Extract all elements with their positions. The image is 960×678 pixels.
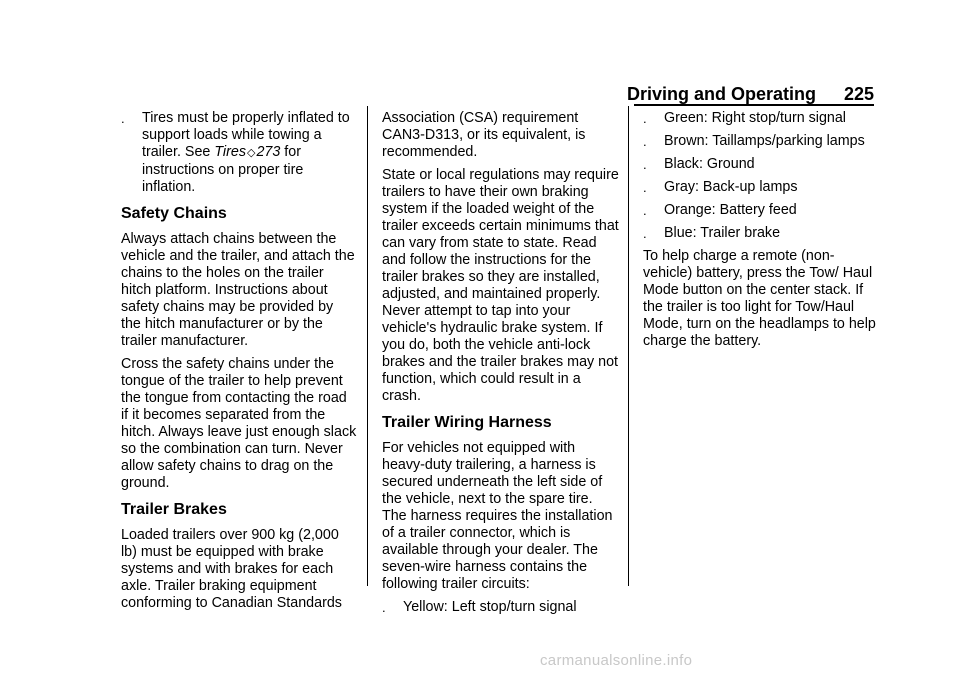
bullet-text: Orange: Battery feed (664, 202, 797, 218)
header-rule (634, 104, 874, 106)
bullet-marker: . (643, 180, 647, 195)
paragraph: For vehicles not equipped with heavy-duty trailering, a harness is secured underneath the left side of the vehicle, next to the spare tire. The harness requires the installation of a trailer connector, which is available through your dealer. The seven-wire harness contains the following trailer circuits: (382, 440, 613, 592)
page-number: 225 (843, 84, 874, 104)
column-divider (367, 106, 368, 586)
bullet-marker: . (643, 226, 647, 241)
paragraph: Cross the safety chains under the tongue of the trailer to help prevent the tongue from contacting the road if it becomes separated from the hitch. Always leave just enough slack so the combination can turn. Never allow safety chains to drag on the ground. (121, 356, 357, 491)
bullet-text: Green: Right stop/turn signal (664, 110, 846, 126)
bullet-marker: . (643, 157, 647, 172)
column-2 (382, 110, 620, 622)
bullet-marker: . (643, 111, 647, 126)
section-title: Driving and Operating (626, 84, 816, 104)
column-3 (643, 110, 879, 356)
bullet-text: Blue: Trailer brake (664, 225, 781, 241)
bullet-marker: . (121, 111, 125, 126)
paragraph: State or local regulations may require trailers to have their own braking system if the loaded weight of the trailer exceeds certain minimums that can vary from state to state. Read and follow the instructions for the trailer brakes so they are installed, adjusted, and maintained properly. Never attempt to tap into your vehicle's hydraulic brake system. If you do, both the vehicle anti-lock brakes and the trailer brakes may not function, which could result in a crash. (382, 167, 619, 404)
heading-safety-chains: Safety Chains (121, 205, 227, 222)
xref-page[interactable]: 273 (256, 144, 281, 160)
list-item (382, 599, 620, 616)
bullet-text: Yellow: Left stop/turn signal (403, 599, 577, 615)
bullet-text: Gray: Back-up lamps (664, 179, 798, 195)
bullet-text: Brown: Taillamps/parking lamps (664, 133, 865, 149)
list-item (643, 110, 879, 127)
list-item (643, 156, 879, 173)
bullet-text-end: for instructions on proper tire inflation. (142, 144, 304, 195)
bullet-text: Tires must be properly inflated to support loads while towing a trailer. See (142, 110, 350, 160)
bullet-text: Black: Ground (664, 156, 755, 172)
heading-trailer-wiring-harness: Trailer Wiring Harness (382, 414, 552, 431)
list-item (121, 110, 357, 196)
column-divider (628, 106, 629, 586)
heading-trailer-brakes: Trailer Brakes (121, 501, 227, 518)
paragraph: Always attach chains between the vehicle and the trailer, and attach the chains to the holes on the trailer hitch platform. Instructions about safety chains may be provided by the hitch manufacturer or by the trailer manufacturer. (121, 231, 355, 349)
column-1 (121, 110, 357, 618)
list-item (643, 179, 879, 196)
watermark: carmanualsonline.info (540, 652, 693, 669)
paragraph: Loaded trailers over 900 kg (2,000 lb) must be equipped with brake systems and with brakes for each axle. Trailer braking equipment conforming to Canadian Standards (121, 527, 342, 611)
list-item (643, 225, 879, 242)
paragraph: To help charge a remote (non-vehicle) battery, press the Tow/ Haul Mode button on the center stack. If the trailer is too light for Tow/Haul Mode, turn on the headlamps to help charge the battery. (643, 248, 876, 349)
list-item (643, 133, 879, 150)
paragraph: Association (CSA) requirement CAN3-D313, or its equivalent, is recommended. (382, 110, 586, 160)
list-item (643, 202, 879, 219)
bullet-marker: . (643, 203, 647, 218)
page-header (626, 82, 874, 106)
xref-link-tires[interactable]: Tires (214, 144, 246, 160)
bullet-marker: . (382, 600, 386, 615)
page-ref-arrow-icon: ◇ (246, 147, 256, 159)
bullet-marker: . (643, 134, 647, 149)
